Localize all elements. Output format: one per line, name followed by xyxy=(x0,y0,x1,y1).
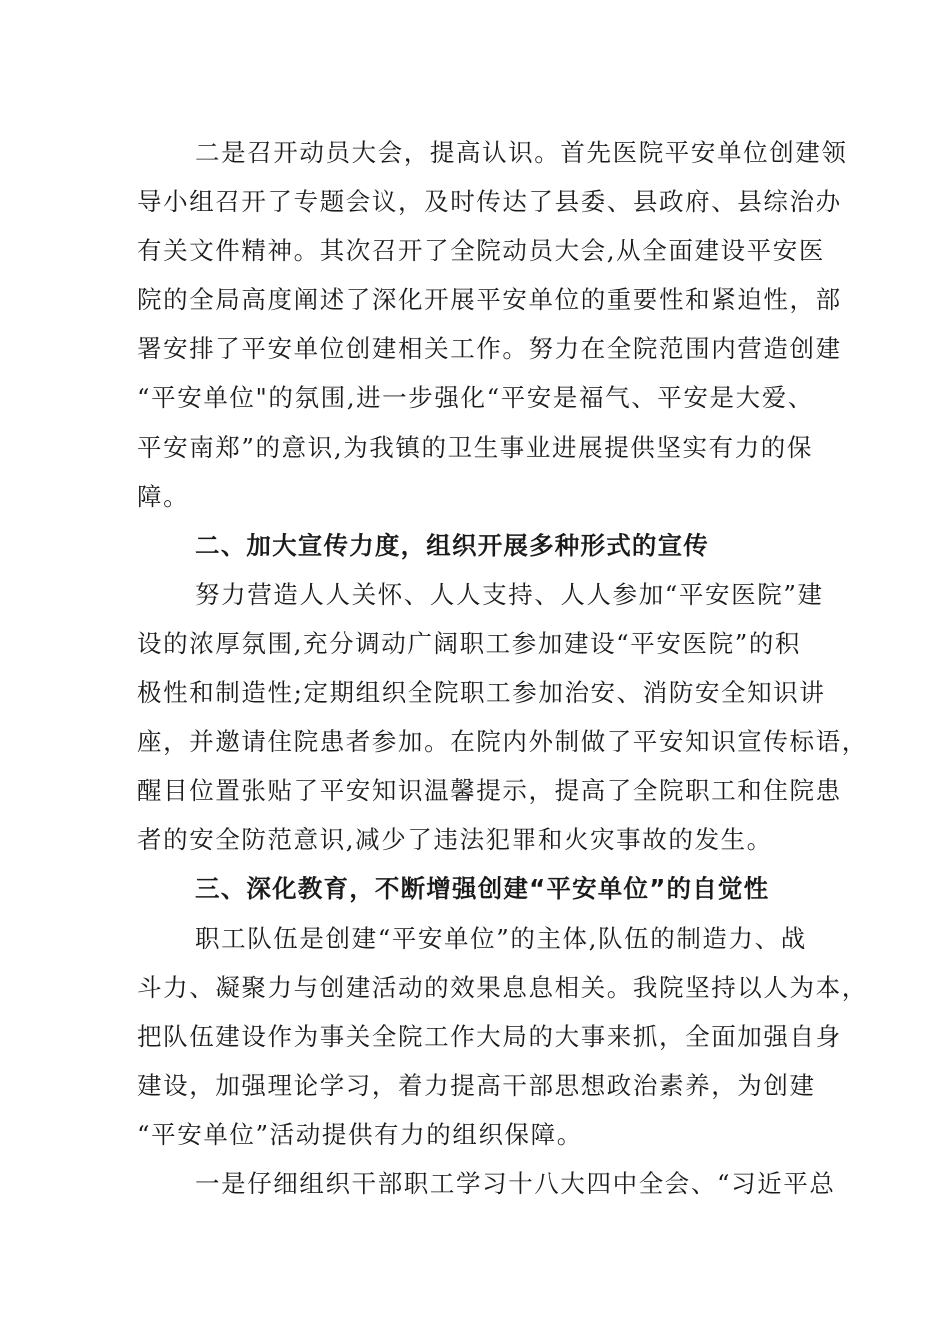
paragraph-line: “平安单位"的氛围,进一步强化“平安是福气、平安是大爱、 xyxy=(137,383,814,413)
section-heading-2: 二、加大宣传力度，组织开展多种形式的宣传 xyxy=(195,530,709,560)
paragraph-line: 座，并邀请住院患者参加。在院内外制做了平安知识宣传标语， xyxy=(137,727,868,757)
paragraph-line: 障。 xyxy=(137,481,190,511)
paragraph-line: 设的浓厚氛围,充分调动广阔职工参加建设“平安医院”的积 xyxy=(137,628,802,658)
paragraph-line: “平安单位”活动提供有力的组织保障。 xyxy=(137,1119,583,1149)
paragraph-line: 有关文件精神。其次召开了全院动员大会,从全面建设平安医 xyxy=(137,236,825,266)
paragraph-line: 二是召开动员大会，提高认识。首先医院平安单位创建领 xyxy=(195,138,848,167)
paragraph-line: 者的安全防范意识,减少了违法犯罪和火灾事故的发生。 xyxy=(137,825,773,855)
paragraph-line: 醒目位置张贴了平安知识温馨提示，提高了全院职工和住院患 xyxy=(137,776,842,806)
paragraph-line: 署安排了平安单位创建相关工作。努力在全院范围内营造创建 xyxy=(137,334,842,364)
paragraph-line: 建设，加强理论学习，着力提高干部思想政治素养，为创建 xyxy=(137,1070,816,1100)
paragraph-line: 导小组召开了专题会议，及时传达了县委、县政府、县综治办 xyxy=(137,187,842,217)
paragraph-line: 努力营造人人关怀、人人支持、人人参加“平安医院”建 xyxy=(195,579,824,609)
paragraph-line: 斗力、凝聚力与创建活动的效果息息相关。我院坚持以人为本， xyxy=(137,972,868,1002)
document-body xyxy=(137,128,868,1208)
section-heading-3: 三、深化教育，不断增强创建“平安单位”的自觉性 xyxy=(195,874,770,904)
paragraph-line: 一是仔细组织干部职工学习十八大四中全会、“习近平总 xyxy=(195,1168,836,1198)
paragraph-line: 院的全局高度阐述了深化开展平安单位的重要性和紧迫性，部 xyxy=(137,285,842,315)
paragraph-line: 职工队伍是创建“平安单位”的主体,队伍的制造力、战 xyxy=(195,923,807,953)
paragraph-line: 平安南郑”的意识,为我镇的卫生事业进展提供坚实有力的保 xyxy=(137,432,814,462)
paragraph-line: 极性和制造性;定期组织全院职工参加治安、消防安全知识讲 xyxy=(137,678,826,708)
paragraph-line: 把队伍建设作为事关全院工作大局的大事来抓，全面加强自身 xyxy=(137,1021,842,1051)
